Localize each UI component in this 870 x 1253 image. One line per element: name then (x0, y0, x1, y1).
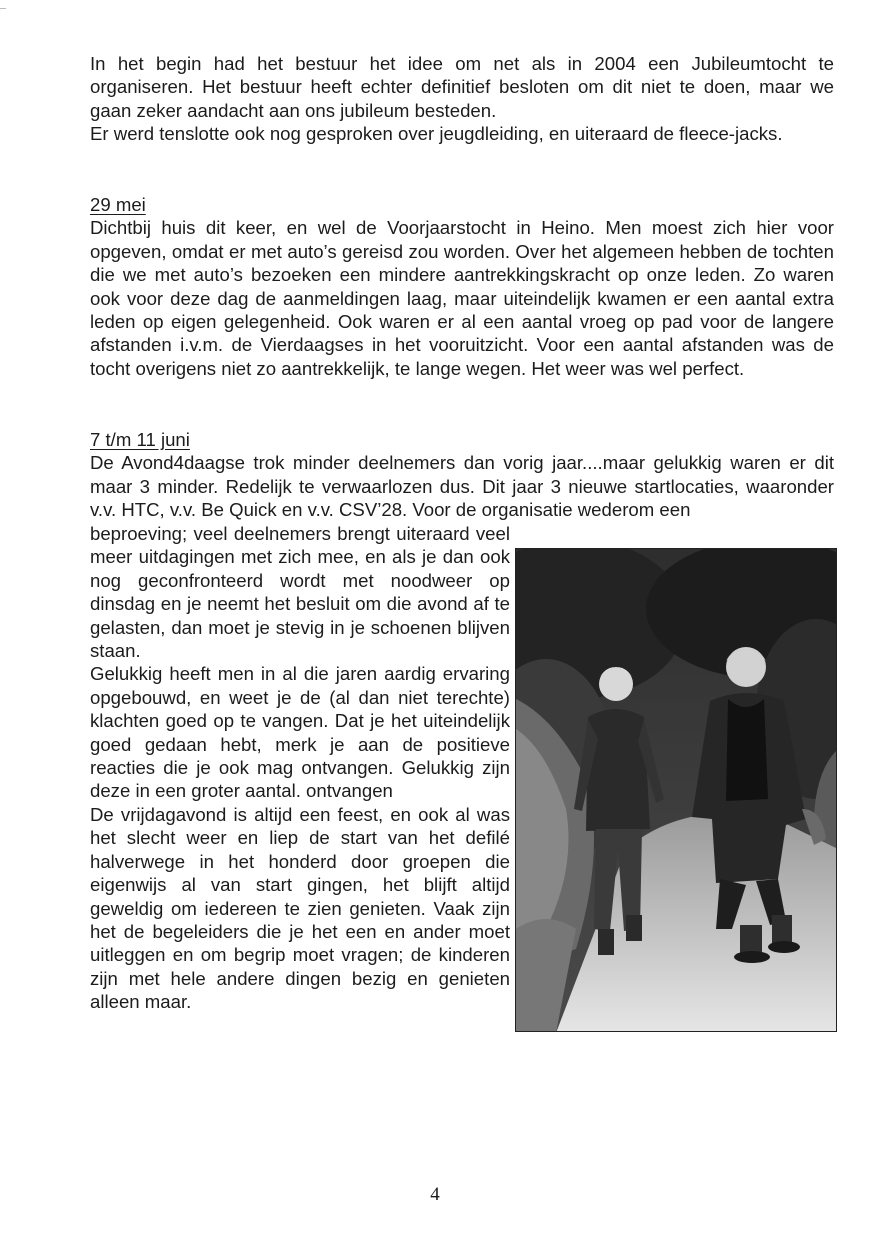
intro-block (90, 52, 834, 146)
page-number: 4 (430, 1184, 440, 1205)
section-body-wrapped-paragraph-1: beproeving; veel deelnemers brengt uiteraard veel meer uitdagingen met zich mee, en als je dan ook nog geconfronteerd wordt met noodweer op dinsdag en je neemt het besluit om die avond af te gelasten, dan moet je stevig in je schoenen blijven staan. (90, 523, 510, 662)
section-body-7-11-juni-intro: De Avond4daagse trok minder deelnemers dan vorig jaar....maar gelukkig waren er dit maar 3 minder. Redelijk te verwaarlozen dus. Dit jaar 3 nieuwe startlocaties, waaronder v.v. HTC, v.v. Be Quick en v.v. CSV’28. Voor de organisatie wederom een (90, 452, 834, 521)
section-29-mei (90, 193, 834, 380)
photo-two-women-walking (515, 548, 837, 1032)
section-body-wrapped-column (90, 522, 510, 1014)
intro-paragraph-2: Er werd tenslotte ook nog gesproken over jeugdleiding, en uiteraard de fleece-jacks. (90, 123, 783, 145)
section-7-11-juni (90, 428, 834, 522)
section-heading-29-mei: 29 mei (90, 194, 146, 215)
section-body-wrapped-paragraph-2: Gelukkig heeft men in al die jaren aardig ervaring opgebouwd, en weet je de (al dan niet terechte) klachten goed op te vangen. Dat je het uiteindelijk goed gedaan hebt, merk je aan de positieve reacties die je ook mag ontvangen. Gelukkig zijn deze in een groter aantal. ontvangen (90, 663, 510, 802)
section-body-29-mei: Dichtbij huis dit keer, en wel de Voorjaarstocht in Heino. Men moest zich hier voor opgeven, omdat er met auto’s gereisd zou worden. Over het algemeen hebben de tochten die we met auto’s bezoeken een mindere aantrekkingskracht op onze leden. Zo waren ook voor deze dag de aanmeldingen laag, maar uiteindelijk kwamen er een aantal extra leden op eigen gelegenheid. Ook waren er al een aantal vroeg op pad voor de langere afstanden i.v.m. de Vierdaagses in het vooruitzicht. Voor een aantal afstanden was de tocht overigens niet zo aantrekkelijk, te lange wegen. Het weer was wel perfect. (90, 217, 834, 379)
photo-illustration (516, 549, 837, 1032)
scan-edge-mark (0, 8, 6, 9)
intro-paragraph-1: In het begin had het bestuur het idee om net als in 2004 een Jubileumtocht te organiseren. Het bestuur heeft echter definitief besloten om dit niet te doen, maar we gaan zeker aandacht aan ons jubileum besteden. (90, 53, 834, 121)
section-heading-7-11-juni: 7 t/m 11 juni (90, 429, 190, 450)
section-body-wrapped-paragraph-3: De vrijdagavond is altijd een feest, en ook al was het slecht weer en liep de start van het defilé halverwege in het honderd door groepen die eigenwijs al van start gingen, het blijft altijd geweldig om iedereen te zien genieten. Vaak zijn het de begeleiders die je het een en ander moet uitleggen en om begrip moet vragen; de kinderen zijn met hele andere dingen bezig en genieten alleen maar. (90, 803, 510, 1013)
